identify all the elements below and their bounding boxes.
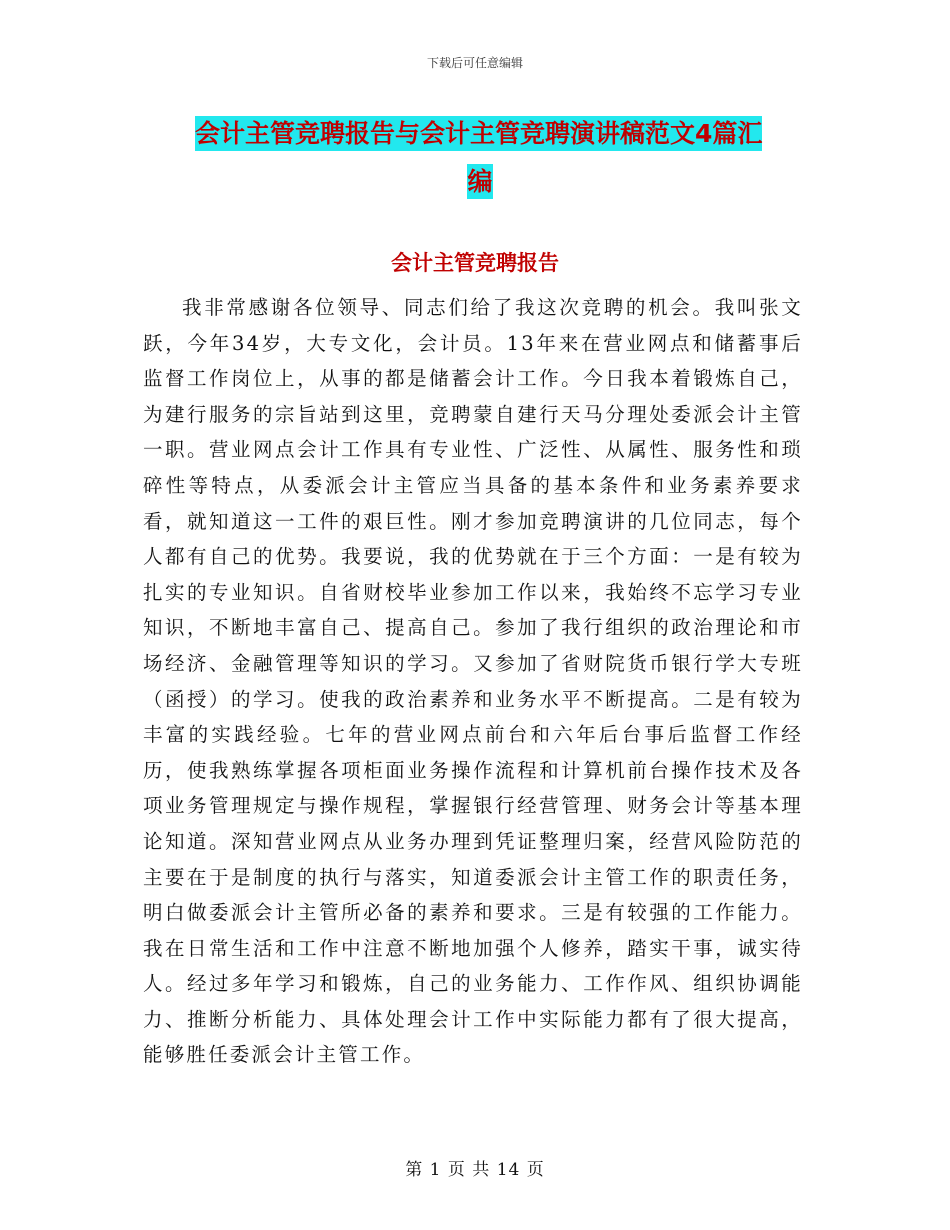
body-paragraph: 我非常感谢各位领导、同志们给了我这次竞聘的机会。我叫张文跃，今年34岁，大专文化，会计员。13年来在营业网点和储蓄事后监督工作岗位上，从事的都是储蓄会计工作。今日我本着锻炼自己，为建行服务的宗旨站到这里，竞聘蒙自建行天马分理处委派会计主管一职。营业网点会计工作具有专业性、广泛性、从属性、服务性和琐碎性等特点，从委派会计主管应当具备的基本条件和业务素养要求看，就知道这一工件的艰巨性。刚才参加竞聘演讲的几位同志，每个人都有自己的优势。我要说，我的优势就在于三个方面：一是有较为扎实的专业知识。自省财校毕业参加工作以来，我始终不忘学习专业知识，不断地丰富自己、提高自己。参加了我行组织的政治理论和市场经济、金融管理等知识的学习。又参加了省财院货币银行学大专班（函授）的学习。使我的政治素养和业务水平不断提高。二是有较为丰富的实践经验。七年的营业网点前台和六年后台事后监督工作经历，使我熟练掌握各项柜面业务操作流程和计算机前台操作技术及各项业务管理规定与操作规程，掌握银行经营管理、财务会计等基本理论知道。深知营业网点从业务办理到凭证整理归案，经营风险防范的主要在于是制度的执行与落实，知道委派会计主管工作的职责任务，明白做委派会计主管所必备的素养和要求。三是有较强的工作能力。我在日常生活和工作中注意不断地加强个人修养，踏实干事，诚实待人。经过多年学习和锻炼，自己的业务能力、工作作风、组织协调能力、推断分析能力、具体处理会计工作中实际能力都有了很大提高，能够胜任委派会计主管工作。 — [143, 296, 803, 1067]
document-title-line1: 会计主管竞聘报告与会计主管竞聘演讲稿范文4篇汇 — [195, 116, 762, 151]
header-note: 下载后可任意编辑 — [426, 56, 523, 70]
section-title: 会计主管竞聘报告 — [391, 251, 559, 275]
page-number-footer: 第 1 页 共 14 页 — [405, 1160, 545, 1180]
document-title-line2: 编 — [467, 164, 492, 199]
document-title — [195, 110, 815, 206]
body-text — [143, 290, 803, 1073]
